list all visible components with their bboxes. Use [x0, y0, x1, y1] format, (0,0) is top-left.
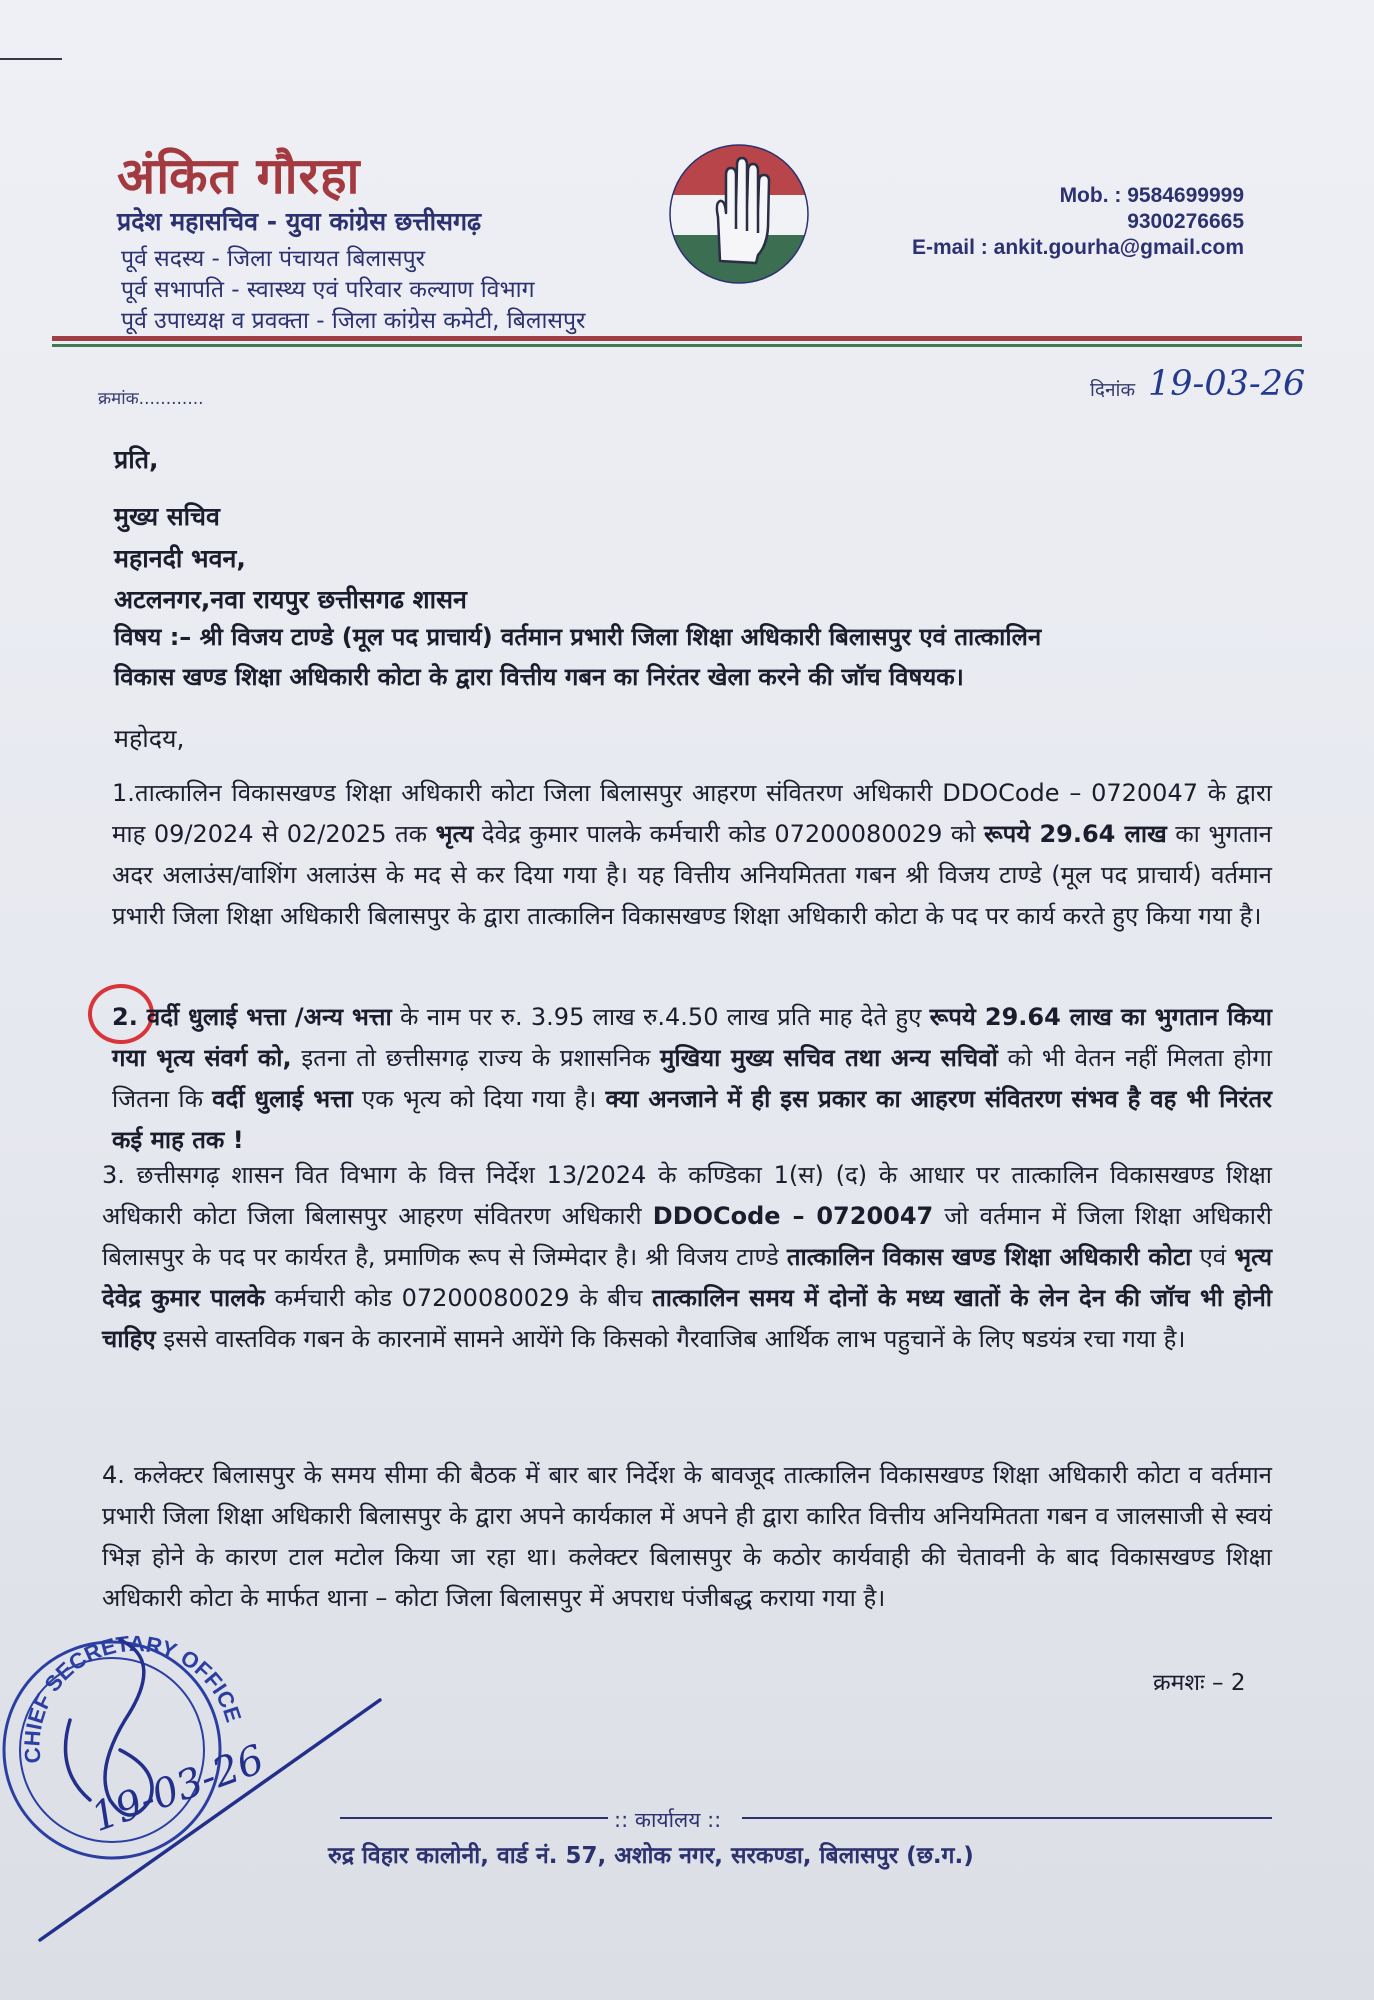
paragraph-1 [112, 773, 1272, 937]
salutation: महोदय, [114, 724, 185, 753]
p2-text-j: क्या अनजाने में ही इस प्रकार का आहरण संवितरण संभव है वह भी निरंतर कई माह तक ! [112, 1085, 1272, 1154]
p2-text-i: एक भृत्य को दिया गया है। [352, 1085, 606, 1113]
p3-text-e: एवं [1191, 1243, 1235, 1271]
subject-line-2: विकास खण्ड शिक्षा अधिकारी कोटा के द्वारा वित्तीय गबन का निरंतर खेला करने की जॉच विषयक। [114, 663, 964, 691]
paragraph-3 [102, 1155, 1272, 1360]
p1-text-b: भृत्य [435, 820, 474, 848]
p2-text-c: के नाम पर रु. 3.95 लाख रु.4.50 लाख प्रति माह देते हुए [391, 1003, 930, 1031]
footer-rule-right [742, 1817, 1272, 1819]
mobile-2: 9300276665 [1127, 210, 1244, 233]
p1-text-c: देवेद्र कुमार पालके कर्मचारी कोड 07200080029 को [473, 820, 985, 848]
congress-hand-logo [668, 143, 810, 285]
letterhead-rule-red [52, 336, 1302, 341]
corner-mark [0, 58, 62, 60]
letterhead-former-2: पूर्व सभापति - स्वास्थ्य एवं परिवार कल्याण विभाग [121, 277, 535, 303]
letterhead-name: अंकित गौरहा [117, 146, 361, 205]
p1-text-d: रूपये 29.64 लाख [984, 820, 1167, 848]
p3-text-c: जो वर्तमान में जिला शिक्षा अधिकारी बिलासपुर के पद पर कार्यरत है, प्रमाणिक रूप से जिम्मेदार है। श्री विजय टाण्डे [102, 1202, 1272, 1271]
p2-text-e: इतना तो छत्तीसगढ़ राज्य के प्रशासनिक [291, 1044, 661, 1072]
p3-text-a: 3. छत्तीसगढ़ शासन वित विभाग के वित्त निर्देश 13/2024 के कण्डिका 1(स) (द) के आधार पर तात्कालिन विकासखण्ड शिक्षा अधिकारी कोटा जिला बिलासपुर आहरण संवितरण अधिकारी [102, 1161, 1272, 1230]
office-address: रुद्र विहार कालोनी, वार्ड नं. 57, अशोक नगर, सरकण्डा, बिलासपुर (छ.ग.) [328, 1843, 974, 1869]
contact-block [912, 183, 1244, 261]
stamp-date: 19-03-26 [85, 1736, 271, 1842]
p2-text-h: वर्दी धुलाई भत्ता [212, 1085, 353, 1113]
p3-text-h: तात्कालिन समय में दोनों के मध्य खातों के लेन देन की जॉच भी होनी चाहिए [102, 1284, 1273, 1353]
p3-text-f: भृत्य देवेद्र कुमार पालके [102, 1243, 1272, 1312]
continued-marker: क्रमशः – 2 [1153, 1670, 1246, 1696]
p3-text-b: DDOCode – 0720047 [652, 1202, 934, 1230]
letterhead-rule-green [52, 344, 1302, 347]
karyalaya-label: :: कार्यालय :: [614, 1808, 722, 1832]
letterhead-former-1: पूर्व सदस्य - जिला पंचायत बिलासपुर [121, 246, 426, 272]
mobile-1: Mob. : 9584699999 [1059, 184, 1244, 207]
stamp-text: CHIEF SECRETARY OFFICE [19, 1630, 247, 1765]
p2-text-d: रूपये 29.64 लाख का भुगतान किया गया भृत्य संवर्ग को, [112, 1003, 1273, 1072]
p2-text-f: मुखिया मुख्य सचिव तथा अन्य सचिवों [660, 1044, 998, 1072]
handwritten-date: 19-03-26 [1148, 364, 1306, 404]
p3-text-d: तात्कालिन विकास खण्ड शिक्षा अधिकारी कोटा [786, 1243, 1192, 1271]
p2-text-g: को भी वेतन नहीं मिलता होगा जितना कि [112, 1044, 1272, 1113]
kramank-label: क्रमांक............ [98, 389, 204, 409]
p2-text-b: वर्दी धुलाई भत्ता /अन्य भत्ता [146, 1003, 392, 1031]
subject-line-1: विषय :– श्री विजय टाण्डे (मूल पद प्राचार्य) वर्तमान प्रभारी जिला शिक्षा अधिकारी बिलासपुर एवं तात्कालिन [114, 623, 1042, 651]
recipient-1: मुख्य सचिव [114, 502, 220, 531]
prati: प्रति, [114, 445, 159, 474]
p3-text-g: कर्मचारी कोड 07200080029 के बीच [264, 1284, 653, 1312]
paragraph-4: 4. कलेक्टर बिलासपुर के समय सीमा की बैठक में बार बार निर्देश के बावजूद तात्कालिन विकासखण्ड शिक्षा अधिकारी कोटा व वर्तमान प्रभारी जिला शिक्षा अधिकारी बिलासपुर के द्वारा अपने कार्यकाल में अपने ही द्वारा कारित वित्तीय अनियमितता गबन व जालसाजी से स्वयं भिज्ञ होने के कारण टाल मटोल किया जा रहा था। कलेक्टर बिलासपुर के कठोर कार्यवाही की चेतावनी के बाद विकासखण्ड शिक्षा अधिकारी कोटा के मार्फत थाना – कोटा जिला बिलासपुर में अपराध पंजीबद्ध कराया गया है। [102, 1461, 1272, 1612]
recipient-3: अटलनगर,नवा रायपुर छत्तीसगढ शासन [114, 585, 467, 614]
p1-text-a: 1.तात्कालिन विकासखण्ड शिक्षा अधिकारी कोटा जिला बिलासपुर आहरण संवितरण अधिकारी DDOCode – 0720047 के द्वारा माह 09/2024 से 02/2025 तक [112, 779, 1272, 848]
dinank-label: दिनांक [1090, 379, 1136, 401]
p1-text-e: का भुगतान अदर अलाउंस/वाशिंग अलाउंस के मद से कर दिया गया है। यह वित्तीय अनियमितता गबन श्री विजय टाण्डे (मूल पद प्राचार्य) वर्तमान प्रभारी जिला शिक्षा अधिकारी बिलासपुर के द्वारा तात्कालिन विकासखण्ड शिक्षा अधिकारी कोटा के पद पर कार्य करते हुए किया गया है। [112, 820, 1272, 930]
chief-secretary-stamp [0, 1600, 480, 1960]
p2-text-a: 2. [112, 1003, 147, 1031]
letterhead-former-3: पूर्व उपाध्यक्ष व प्रवक्ता - जिला कांग्रेस कमेटी, बिलासपुर [121, 308, 586, 334]
svg-text:CHIEF SECRETARY OFFICE [1, 1613, 248, 1767]
paragraph-2 [112, 997, 1272, 1161]
letterhead-designation: प्रदेश महासचिव - युवा कांग्रेस छत्तीसगढ़ [117, 207, 482, 236]
email: E-mail : ankit.gourha@gmail.com [911, 236, 1244, 259]
p3-text-i: इससे वास्तविक गबन के कारनामें सामने आयेंगे कि किसको गैरवाजिब आर्थिक लाभ पहुचानें के लिए षडयंत्र रचा गया है। [155, 1325, 1186, 1353]
recipient-2: महानदी भवन, [114, 544, 246, 573]
